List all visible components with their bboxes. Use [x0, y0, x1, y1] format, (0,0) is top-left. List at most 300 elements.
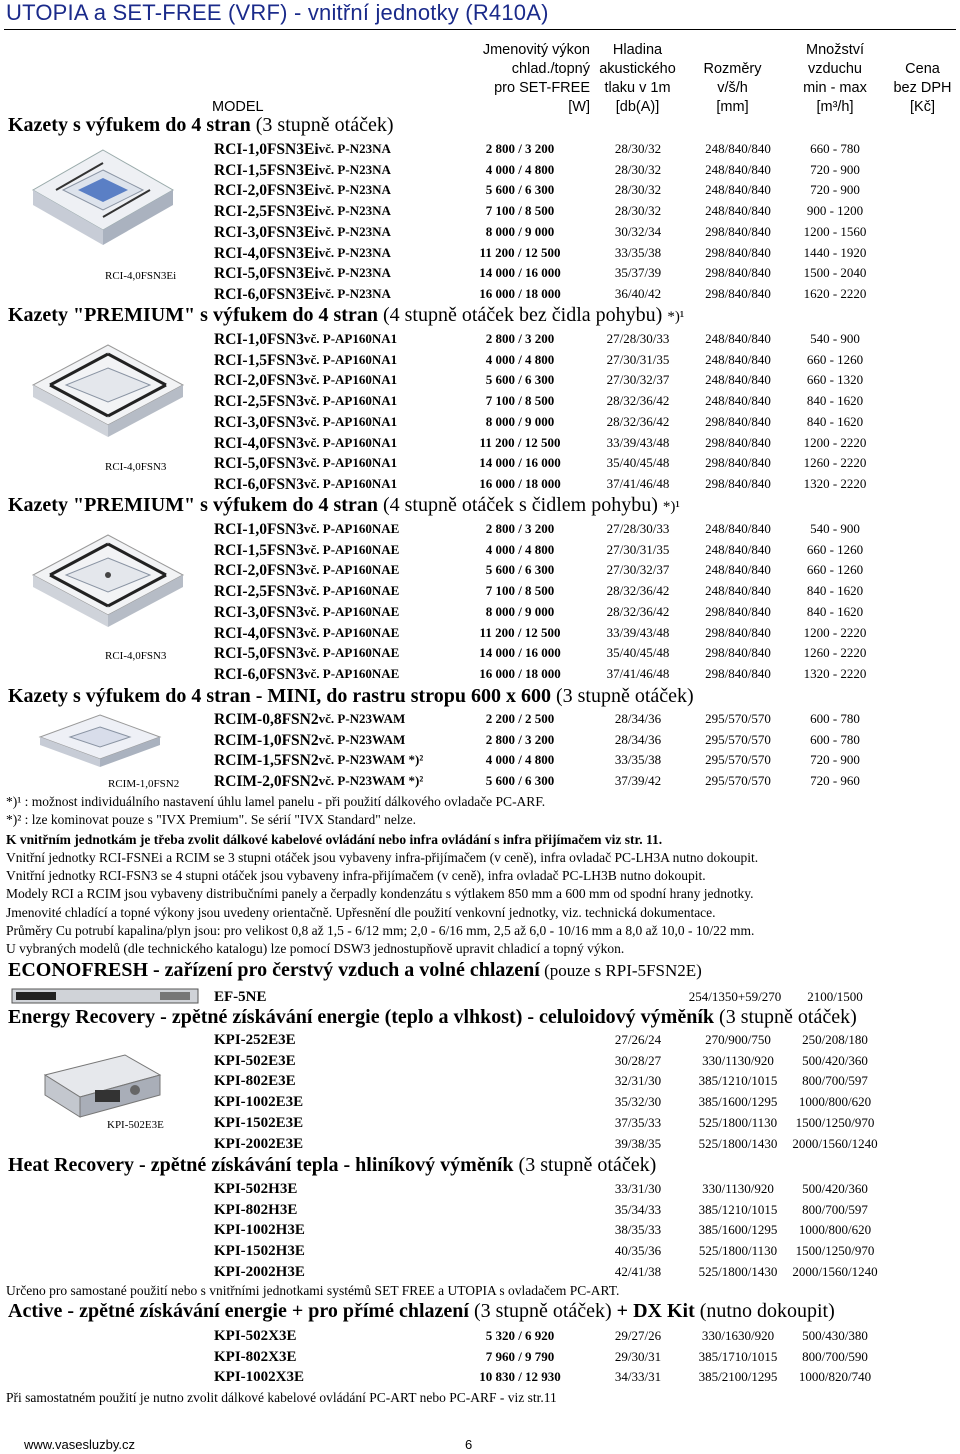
model-cell — [214, 182, 391, 200]
model-name: RCI-3,0FSN3 — [214, 413, 304, 431]
panel-spec: vč. P-AP160NAE — [304, 624, 400, 640]
page-title: UTOPIA a SET-FREE (VRF) - vnitřní jednotky (R410A) — [6, 0, 549, 25]
airflow-cell: 540 - 900 — [810, 521, 860, 536]
note: U vybraných modelů (dle technického katalogu) lze pomocí DSW3 jednostupňově upravit chladicí a topný výkon. — [6, 941, 625, 956]
noise-cell: 30/32/34 — [614, 223, 662, 239]
model-name: RCI-2,5FSN3 — [214, 583, 304, 601]
note: Vnitřní jednotky RCI-FSNEi a RCIM se 3 stupni otáček jsou vybaveny infra-přijímačem (v ceně), infra ovladač PC-LH3A nutno dokoupit. — [6, 850, 759, 865]
note: Modely RCI a RCIM jsou vybaveny distribučními panely a čerpadly kondenzátu s výtlakem 850 mm a 600 mm od spodní hrany jednotky. — [6, 886, 754, 901]
model-name: KPI-2002H3E — [214, 1263, 305, 1280]
mini-cassette-image — [35, 712, 165, 772]
note: Jmenovité chladící a topné výkony jsou uvedeny orientačně. Upřesnění dle použití venkovní jednotky, viz. technická dokumentace. — [6, 905, 716, 920]
dims-cell: 298/840/840 — [705, 244, 771, 260]
dims-cell: 248/840/840 — [705, 182, 771, 198]
panel-spec: vč. P-N23NA — [318, 161, 391, 177]
model-cell — [214, 141, 391, 159]
power-cell: 2 200 / 2 500 — [485, 711, 555, 726]
noise-cell: 40/35/36 — [614, 1243, 662, 1259]
header-nominal: Jmenovitý výkon chlad./topný pro SET-FREE [W] — [482, 42, 590, 115]
dims-cell: 248/840/840 — [705, 351, 771, 367]
model-name: RCI-1,0FSN3 — [214, 331, 304, 348]
dims-cell: 298/840/840 — [705, 285, 771, 301]
cassette-unit-image — [28, 340, 188, 450]
page-number: 6 — [465, 1437, 473, 1452]
airflow-cell: 800/700/597 — [802, 1073, 868, 1089]
airflow-cell: 500/430/380 — [802, 1328, 868, 1343]
image-label: RCI-4,0FSN3 — [105, 650, 167, 662]
dims-cell: 385/1210/1015 — [698, 1073, 778, 1089]
panel-spec: vč. P-AP160NA1 — [304, 331, 398, 346]
table-row — [0, 286, 960, 306]
airflow-cell: 1000/800/620 — [798, 1094, 872, 1110]
noise-cell: 33/31/30 — [614, 1181, 662, 1196]
noise-cell: 33/35/38 — [614, 244, 662, 260]
power-cell: 7 100 / 8 500 — [485, 583, 555, 599]
dims-cell: 298/840/840 — [705, 455, 771, 471]
noise-cell: 28/30/32 — [614, 182, 662, 198]
model-cell — [214, 455, 398, 473]
image-label: RCI-4,0FSN3Ei — [105, 270, 177, 282]
panel-spec: vč. P-AP160NA1 — [304, 393, 398, 409]
model-cell — [214, 244, 391, 263]
model-name: RCI-5,0FSN3 — [214, 645, 304, 663]
noise-cell: 35/32/30 — [614, 1094, 662, 1110]
airflow-cell: 800/700/590 — [802, 1348, 868, 1364]
model-cell — [214, 752, 424, 770]
dims-cell: 298/840/840 — [705, 223, 771, 239]
power-cell: 10 830 / 12 930 — [479, 1369, 561, 1385]
model-name: RCI-4,0FSN3Ei — [214, 244, 319, 262]
panel-spec: vč. P-AP160NAE — [304, 603, 400, 619]
noise-cell: 27/30/32/37 — [606, 562, 670, 578]
dims-cell: 248/840/840 — [705, 583, 771, 599]
airflow-cell: 660 - 780 — [810, 141, 860, 156]
dims-cell: 385/1210/1015 — [698, 1201, 778, 1217]
power-cell: 11 200 / 12 500 — [479, 624, 561, 640]
model-cell — [214, 773, 424, 791]
dims-cell: 298/840/840 — [705, 434, 771, 450]
header-noise: Hladina akustického tlaku v 1m [db(A)] — [599, 42, 676, 115]
panel-spec: vč. P-N23NA — [318, 265, 391, 281]
noise-cell: 28/30/32 — [614, 141, 662, 156]
footer-url[interactable]: www.vasesluzby.cz — [24, 1437, 136, 1452]
power-cell: 11 200 / 12 500 — [479, 434, 561, 450]
power-cell: 11 200 / 12 500 — [479, 244, 561, 260]
airflow-cell: 720 - 960 — [810, 773, 860, 789]
dims-cell: 298/840/840 — [705, 645, 771, 661]
table-row — [0, 666, 960, 686]
header-dims: Rozměry v/š/h [mm] — [703, 61, 762, 115]
noise-cell: 35/37/39 — [614, 265, 662, 281]
panel-spec: vč. P-AP160NAE — [304, 583, 400, 599]
table-row — [0, 1136, 960, 1156]
panel-spec: vč. P-AP160NA1 — [304, 351, 398, 367]
important-note: K vnitřním jednotkám je třeba zvolit dálkové kabelové ovládání nebo infra ovládání s infra přijímačem viz str. 11. — [6, 832, 663, 847]
dims-cell: 298/840/840 — [705, 665, 771, 681]
dims-cell: 385/1600/1295 — [698, 1222, 778, 1238]
model-cell — [214, 475, 398, 494]
airflow-cell: 600 - 780 — [810, 711, 860, 726]
airflow-cell: 500/420/360 — [802, 1181, 868, 1196]
airflow-cell: 1260 - 2220 — [803, 645, 867, 661]
noise-cell: 37/41/46/48 — [606, 475, 670, 491]
panel-spec: vč. P-N23WAM *)² — [318, 752, 424, 768]
airflow-cell: 2000/1560/1240 — [792, 1135, 878, 1151]
model-cell — [214, 372, 398, 390]
model-name: RCI-2,0FSN3Ei — [214, 182, 319, 200]
noise-cell: 29/27/26 — [614, 1328, 662, 1343]
power-cell: 8 000 / 9 000 — [485, 603, 555, 619]
panel-spec: vč. P-AP160NAE — [304, 562, 400, 578]
model-cell — [214, 731, 406, 750]
panel-spec: vč. P-AP160NAE — [304, 645, 400, 661]
dims-cell: 385/2100/1295 — [698, 1369, 778, 1385]
airflow-cell: 660 - 1260 — [806, 541, 864, 557]
model-name: RCI-4,0FSN3 — [214, 624, 304, 642]
dims-cell: 295/570/570 — [705, 711, 771, 726]
power-cell: 4 000 / 4 800 — [485, 541, 555, 557]
dims-cell: 330/1130/920 — [702, 1052, 774, 1068]
airflow-cell: 660 - 1260 — [806, 351, 864, 367]
noise-cell: 29/30/31 — [614, 1348, 662, 1364]
dims-cell: 248/840/840 — [705, 372, 771, 388]
model-cell — [214, 331, 398, 349]
panel-spec: vč. P-N23NA — [318, 182, 391, 198]
noise-cell: 27/28/30/33 — [606, 521, 670, 536]
airflow-cell: 1200 - 1560 — [803, 223, 867, 239]
model-cell — [214, 521, 400, 539]
model-name: KPI-1502E3E — [214, 1114, 304, 1131]
panel-spec: vč. P-N23NA — [318, 244, 391, 260]
panel-spec: vč. P-N23NA — [318, 203, 391, 219]
noise-cell: 39/38/35 — [614, 1135, 662, 1151]
footnote: *)² : lze kominovat pouze s "IVX Premium". Se sérií "IVX Standard" nelze. — [6, 812, 416, 827]
power-cell: 5 600 / 6 300 — [485, 562, 555, 578]
dims-cell: 525/1800/1430 — [698, 1263, 778, 1279]
noise-cell: 27/30/31/35 — [606, 541, 670, 557]
model-name: RCIM-0,8FSN2 — [214, 711, 319, 728]
noise-cell: 35/40/45/48 — [606, 455, 670, 471]
model-name: KPI-1002X3E — [214, 1369, 304, 1386]
airflow-cell: 1200 - 2220 — [803, 434, 867, 450]
panel-spec: vč. P-AP160NAE — [304, 521, 400, 536]
dims-cell: 330/1130/920 — [702, 1181, 774, 1196]
noise-cell: 28/32/36/42 — [606, 393, 670, 409]
airflow-cell: 840 - 1620 — [806, 583, 864, 599]
airflow-cell: 1500/1250/970 — [795, 1243, 875, 1259]
model-name: RCI-6,0FSN3 — [214, 475, 304, 493]
model-name: KPI-802X3E — [214, 1348, 297, 1365]
model-cell — [214, 393, 398, 411]
dims-cell: 525/1800/1430 — [698, 1135, 778, 1151]
airflow-cell: 1320 - 2220 — [803, 475, 867, 491]
noise-cell: 37/35/33 — [614, 1114, 662, 1130]
section-title: Kazety s výfukem do 4 stran - MINI, do rastru stropu 600 x 600 (3 stupně otáček) — [8, 685, 694, 707]
model-name: RCIM-2,0FSN2 — [214, 773, 319, 791]
model-name: RCI-1,0FSN3 — [214, 521, 304, 538]
model-name: RCI-1,5FSN3 — [214, 541, 304, 559]
airflow-cell: 1000/820/740 — [798, 1369, 872, 1385]
cassette-unit-image — [28, 530, 188, 640]
noise-cell: 36/40/42 — [614, 285, 662, 301]
airflow-cell: 900 - 1200 — [806, 203, 864, 219]
airflow-cell: 840 - 1620 — [806, 393, 864, 409]
model-name: RCI-2,0FSN3 — [214, 372, 304, 390]
model-cell — [214, 161, 391, 180]
airflow-cell: 1200 - 2220 — [803, 624, 867, 640]
dims-cell: 248/840/840 — [705, 161, 771, 177]
panel-spec: vč. P-N23WAM *)² — [318, 773, 424, 789]
airflow-cell: 720 - 900 — [810, 752, 860, 768]
dims-cell: 248/840/840 — [705, 331, 771, 346]
power-cell: 2 800 / 3 200 — [485, 331, 555, 346]
section-title: Energy Recovery - zpětné získávání energie (teplo a vlhkost) - celuloidový výměník (3 stupně otáček) — [8, 1006, 857, 1028]
table-row — [0, 1328, 960, 1348]
header-price: Cena bez DPH [Kč] — [893, 61, 952, 115]
airflow-cell: 840 - 1620 — [806, 413, 864, 429]
model-cell — [214, 645, 400, 663]
noise-cell: 27/30/32/37 — [606, 372, 670, 388]
power-cell: 5 600 / 6 300 — [485, 182, 555, 198]
section-title: ECONOFRESH - zařízení pro čerstvý vzduch a volné chlazení (pouze s RPI-5FSN2E) — [8, 959, 702, 981]
model-name: KPI-802H3E — [214, 1201, 298, 1218]
airflow-cell: 250/208/180 — [802, 1032, 868, 1047]
table-row — [0, 1202, 960, 1222]
cassette-unit-image — [28, 145, 178, 260]
model-cell — [214, 711, 406, 729]
table-row — [0, 1222, 960, 1242]
panel-spec: vč. P-AP160NAE — [304, 541, 400, 557]
image-label: RCIM-1,0FSN2 — [108, 778, 180, 790]
power-cell: 14 000 / 16 000 — [479, 645, 561, 661]
power-cell: 5 600 / 6 300 — [485, 372, 555, 388]
airflow-cell: 1500/1250/970 — [795, 1114, 875, 1130]
header-model: MODEL — [212, 99, 264, 115]
model-cell — [214, 665, 400, 684]
model-name: KPI-1002E3E — [214, 1094, 304, 1111]
airflow-cell: 800/700/597 — [802, 1201, 868, 1217]
model-cell — [214, 583, 400, 601]
airflow-cell: 1000/800/620 — [798, 1222, 872, 1238]
section-title: Active - zpětné získávání energie + pro přímé chlazení (3 stupně otáček) + DX Kit (nutno dokoupit) — [8, 1300, 835, 1322]
power-cell: 14 000 / 16 000 — [479, 265, 561, 281]
dims-cell: 298/840/840 — [705, 475, 771, 491]
noise-cell: 42/41/38 — [614, 1263, 662, 1279]
power-cell: 16 000 / 18 000 — [479, 475, 561, 491]
panel-spec: vč. P-AP160NA1 — [304, 475, 398, 491]
model-name: RCI-1,0FSN3Ei — [214, 141, 319, 158]
dims-cell: 330/1630/920 — [701, 1328, 775, 1343]
model-cell — [214, 413, 398, 432]
panel-spec: vč. P-AP160NA1 — [304, 455, 398, 471]
model-name: RCI-5,0FSN3 — [214, 455, 304, 473]
airflow-cell: 720 - 900 — [810, 161, 860, 177]
noise-cell: 28/30/32 — [614, 203, 662, 219]
model-name: RCIM-1,0FSN2 — [214, 731, 319, 749]
noise-cell: 35/40/45/48 — [606, 645, 670, 661]
model-cell — [214, 223, 391, 242]
dims-cell: 248/840/840 — [705, 541, 771, 557]
model-name: KPI-502H3E — [214, 1181, 298, 1197]
panel-spec: vč. P-N23WAM — [318, 731, 406, 747]
model-name: KPI-252E3E — [214, 1032, 296, 1048]
power-cell: 16 000 / 18 000 — [479, 285, 561, 301]
model-name: RCI-2,5FSN3Ei — [214, 203, 319, 221]
note: Určeno pro samostané použití nebo s vnitřními jednotkami systémů SET FREE a UTOPIA s ovladačem PC-ART. — [6, 1283, 620, 1298]
header-airflow: Množství vzduchu min - max [m³/h] — [803, 42, 867, 115]
model-cell — [214, 265, 391, 283]
section-title: Kazety s výfukem do 4 stran (3 stupně otáček) — [8, 114, 394, 136]
airflow-cell: 1260 - 2220 — [803, 455, 867, 471]
model-name: KPI-802E3E — [214, 1073, 296, 1090]
model-name: RCI-3,0FSN3 — [214, 603, 304, 621]
noise-cell: 28/32/36/42 — [606, 583, 670, 599]
power-cell: 4 000 / 4 800 — [485, 351, 555, 367]
dims-cell: 248/840/840 — [705, 393, 771, 409]
dims-cell: 248/840/840 — [705, 203, 771, 219]
panel-spec: vč. P-AP160NA1 — [304, 434, 398, 450]
model-name: RCI-1,5FSN3 — [214, 351, 304, 369]
noise-cell: 32/31/30 — [614, 1073, 662, 1089]
power-cell: 8 000 / 9 000 — [485, 223, 555, 239]
image-label: KPI-502E3E — [107, 1119, 164, 1131]
power-cell: 7 100 / 8 500 — [485, 393, 555, 409]
airflow-cell: 660 - 1320 — [806, 372, 864, 388]
footnote: *)¹ : možnost individuálního nastavení úhlu lamel panelu - při použití dálkového ovladače PC-ARF. — [6, 794, 546, 809]
model-name: RCI-6,0FSN3Ei — [214, 285, 319, 303]
table-row — [0, 1264, 960, 1284]
model-cell — [214, 351, 398, 370]
noise-cell: 30/28/27 — [614, 1052, 662, 1068]
noise-cell: 27/26/24 — [614, 1032, 662, 1047]
noise-cell: 27/30/31/35 — [606, 351, 670, 367]
panel-spec: vč. P-N23WAM — [318, 711, 406, 726]
note: Při samostatném použití je nutno zvolit dálkové kabelové ovládání PC-ART nebo PC-ARF - viz str.11 — [6, 1390, 557, 1405]
model-name: KPI-2002E3E — [214, 1135, 304, 1152]
noise-cell: 33/35/38 — [614, 752, 662, 768]
dims-cell: 295/570/570 — [705, 731, 771, 747]
dims-cell: 298/840/840 — [705, 413, 771, 429]
dims-cell: 385/1710/1015 — [698, 1348, 778, 1364]
model-name: RCI-5,0FSN3Ei — [214, 265, 319, 283]
noise-cell: 37/41/46/48 — [606, 665, 670, 681]
table-row — [0, 1369, 960, 1389]
power-cell: 4 000 / 4 800 — [485, 161, 555, 177]
model-cell — [214, 603, 400, 622]
noise-cell: 33/39/43/48 — [606, 624, 670, 640]
power-cell: 7 960 / 9 790 — [485, 1348, 555, 1364]
power-cell: 5 320 / 6 920 — [485, 1328, 555, 1343]
airflow-cell: 2000/1560/1240 — [792, 1263, 878, 1279]
table-row — [0, 1181, 960, 1201]
panel-spec: vč. P-N23NA — [318, 223, 391, 239]
dims-cell: 270/900/750 — [705, 1032, 771, 1047]
model-name: KPI-1002H3E — [214, 1222, 305, 1239]
model-name: RCI-6,0FSN3 — [214, 665, 304, 683]
dims-cell: 525/1800/1130 — [698, 1114, 778, 1130]
model-name: RCI-1,5FSN3Ei — [214, 161, 319, 179]
model-name: KPI-1502H3E — [214, 1243, 305, 1260]
noise-cell: 37/39/42 — [614, 773, 662, 789]
model-name: RCIM-1,5FSN2 — [214, 752, 319, 770]
dims-cell: 295/570/570 — [705, 752, 771, 768]
noise-cell: 27/28/30/33 — [606, 331, 670, 346]
title-rule — [4, 29, 956, 30]
noise-cell: 28/34/36 — [614, 711, 662, 726]
model-cell — [214, 434, 398, 453]
power-cell: 7 100 / 8 500 — [485, 203, 555, 219]
table-row — [0, 476, 960, 496]
model-name: RCI-3,0FSN3Ei — [214, 223, 319, 241]
model-name: RCI-4,0FSN3 — [214, 434, 304, 452]
noise-cell: 38/35/33 — [614, 1222, 662, 1238]
model-name: KPI-502E3E — [214, 1052, 296, 1069]
airflow-cell: 1620 - 2220 — [803, 285, 867, 301]
model-cell — [214, 624, 400, 643]
dims-cell: 295/570/570 — [705, 773, 771, 789]
table-row — [0, 1243, 960, 1263]
power-cell: 2 800 / 3 200 — [485, 731, 555, 747]
model-cell — [214, 285, 391, 304]
table-row: EF-5NE 254/1350+59/270 2100/1500 — [214, 989, 863, 1005]
panel-spec: vč. P-N23NA — [318, 141, 391, 156]
model-name: RCI-2,0FSN3 — [214, 562, 304, 580]
table-row — [0, 1349, 960, 1369]
dims-cell: 298/840/840 — [705, 603, 771, 619]
panel-spec: vč. P-N23NA — [318, 285, 391, 301]
dims-cell: 248/840/840 — [705, 141, 771, 156]
noise-cell: 28/32/36/42 — [606, 603, 670, 619]
noise-cell: 34/33/31 — [614, 1369, 662, 1385]
dims-cell: 525/1800/1130 — [698, 1243, 778, 1259]
power-cell: 5 600 / 6 300 — [485, 773, 555, 789]
dims-cell: 385/1600/1295 — [698, 1094, 778, 1110]
model-cell — [214, 562, 400, 580]
airflow-cell: 540 - 900 — [810, 331, 860, 346]
note: Průměry Cu potrubí kapalina/plyn jsou: pro velikost 0,8 až 1,5 - 6/12 mm; 2,0 - 6/16 mm, 2,5 až 6,0 - 10/16 mm a 8,0 až 10,0 - 10/22 mm. — [6, 923, 755, 938]
airflow-cell: 500/420/360 — [802, 1052, 868, 1068]
dims-cell: 248/840/840 — [705, 521, 771, 536]
airflow-cell: 720 - 900 — [810, 182, 860, 198]
noise-cell: 33/39/43/48 — [606, 434, 670, 450]
model-name: KPI-502X3E — [214, 1328, 297, 1344]
panel-spec: vč. P-AP160NAE — [304, 665, 400, 681]
noise-cell: 28/34/36 — [614, 731, 662, 747]
noise-cell: 35/34/33 — [614, 1201, 662, 1217]
dims-cell: 298/840/840 — [705, 624, 771, 640]
dims-cell: 248/840/840 — [705, 562, 771, 578]
airflow-cell: 840 - 1620 — [806, 603, 864, 619]
model-cell — [214, 203, 391, 221]
panel-spec: vč. P-AP160NA1 — [304, 372, 398, 388]
section-title: Kazety "PREMIUM" s výfukem do 4 stran (4 stupně otáček bez čidla pohybu) *)¹ — [8, 304, 685, 326]
airflow-cell: 1440 - 1920 — [803, 244, 867, 260]
noise-cell: 28/32/36/42 — [606, 413, 670, 429]
power-cell: 8 000 / 9 000 — [485, 413, 555, 429]
model-name: RCI-2,5FSN3 — [214, 393, 304, 411]
panel-spec: vč. P-AP160NA1 — [304, 413, 398, 429]
power-cell: 16 000 / 18 000 — [479, 665, 561, 681]
power-cell: 2 800 / 3 200 — [485, 141, 555, 156]
model-cell — [214, 541, 400, 560]
section-title: Kazety "PREMIUM" s výfukem do 4 stran (4 stupně otáček s čidlem pohybu) *)¹ — [8, 494, 680, 516]
section-title: Heat Recovery - zpětné získávání tepla - hliníkový výměník (3 stupně otáček) — [8, 1154, 657, 1176]
airflow-cell: 660 - 1260 — [806, 562, 864, 578]
dims-cell: 298/840/840 — [705, 265, 771, 281]
airflow-cell: 1500 - 2040 — [803, 265, 867, 281]
image-label: RCI-4,0FSN3 — [105, 461, 167, 473]
power-cell: 14 000 / 16 000 — [479, 455, 561, 471]
